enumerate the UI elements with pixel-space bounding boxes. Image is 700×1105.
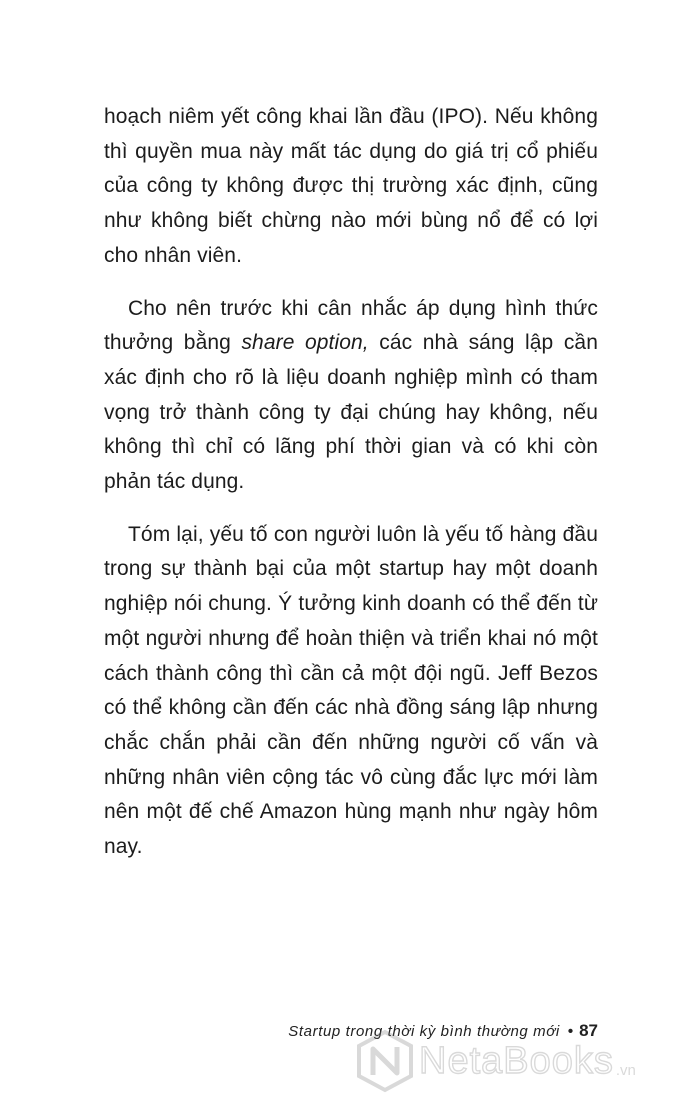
paragraph-1: hoạch niêm yết công khai lần đầu (IPO). Nếu không thì quyền mua này mất tác dụng do giá trị cổ phiếu của công ty không được thị trường xác định, cũng như không biết chừng nào mới bùng nổ để có lợi cho nhân viên. bbox=[104, 105, 598, 267]
page-number: 87 bbox=[579, 1021, 598, 1040]
paragraph-3: Tóm lại, yếu tố con người luôn là yếu tố hàng đầu trong sự thành bại của một startup hay một doanh nghiệp nói chung. Ý tưởng kinh doanh có thể đến từ một người nhưng để hoàn thiện và triển khai nó một cách thành công thì cần cả một đội ngũ. Jeff Bezos có thể không cần đến các nhà đồng sáng lập nhưng chắc chắn phải cần đến những người cố vấn và những nhân viên cộng tác vô cùng đắc lực mới làm nên một đế chế Amazon hùng mạnh như ngày hôm nay. bbox=[104, 522, 598, 859]
paragraph-2-end: các nhà sáng lập cần xác định cho rõ là liệu doanh nghiệp mình có tham vọng trở thành công ty đại chúng hay không, nếu không thì chỉ có lãng phí thời gian và có khi còn phản tác dụng. bbox=[104, 331, 598, 494]
footer-separator: • bbox=[567, 1023, 574, 1040]
book-page-body bbox=[104, 100, 598, 883]
running-title: Startup trong thời kỳ bình thường mới bbox=[288, 1023, 560, 1040]
page-footer bbox=[0, 1021, 598, 1041]
watermark-suffix: .vn bbox=[615, 1061, 636, 1079]
paragraph-2 bbox=[104, 292, 598, 500]
watermark-brand: NetaBooks bbox=[419, 1039, 614, 1082]
paragraph-2-start: Cho nên trước khi cân nhắc áp dụng hình thức thưởng bằng bbox=[104, 296, 598, 355]
emphasis-share-option: share option, bbox=[241, 331, 369, 355]
